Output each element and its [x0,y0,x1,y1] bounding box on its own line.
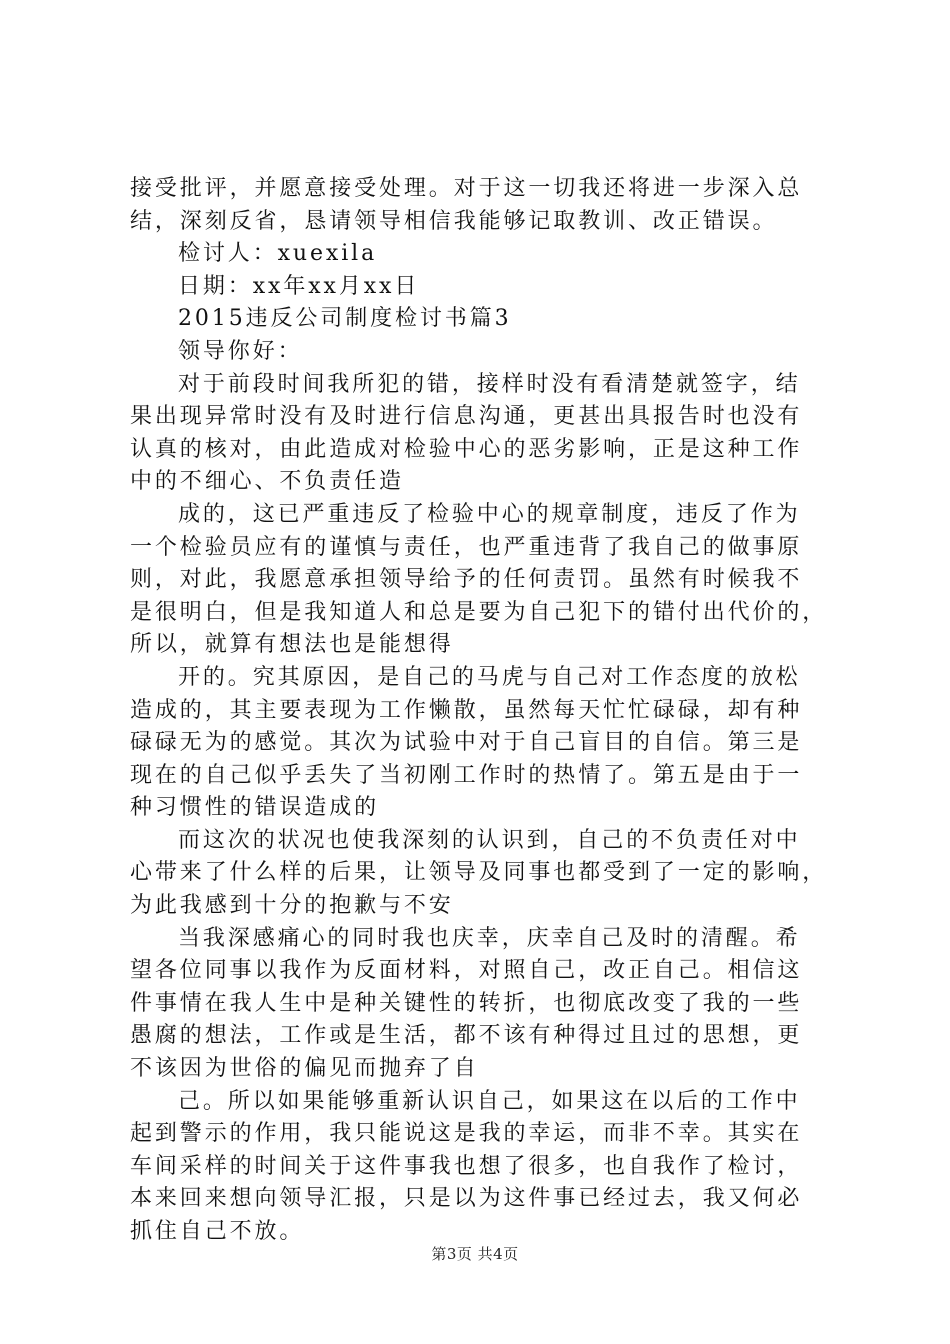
text-line: 抓住自己不放。 [130,1219,305,1244]
text-line: 己。所以如果能够重新认识自己，如果这在以后的工作中 [178,1088,801,1114]
text-line: 所以，就算有想法也是能想得 [130,632,454,658]
text-line: 一个检验员应有的谨慎与责任，也严重违背了我自己的做事原 [130,534,803,560]
text-line: 愚腐的想法，工作或是生活，都不该有种得过且过的思想，更 [130,1023,803,1049]
text-line: 为此我感到十分的抱歉与不安 [130,893,454,919]
text-line: 现在的自己似乎丢失了当初刚工作时的热情了。第五是由于一 [130,762,803,788]
text-line: 望各位同事以我作为反面材料，对照自己，改正自己。相信这 [130,958,803,984]
text-line: 起到警示的作用，我只能说这是我的幸运，而非不幸。其实在 [130,1121,803,1147]
text-line: 不该因为世俗的偏见而抛弃了自 [130,1056,479,1082]
text-line: 2015违反公司制度检讨书篇3 [178,306,512,332]
text-line: 果出现异常时没有及时进行信息沟通，更甚出具报告时也没有 [130,404,803,430]
text-line: 中的不细心、不负责任造 [130,469,404,495]
text-line: 碌碌无为的感觉。其次为试验中对于自己盲目的自信。第三是 [130,730,803,756]
text-line: 对于前段时间我所犯的错，接样时没有看清楚就签字，结 [178,371,801,397]
text-line: 车间采样的时间关于这件事我也想了很多，也自我作了检讨， [130,1153,803,1179]
text-line: 当我深感痛心的同时我也庆幸，庆幸自己及时的清醒。希 [178,925,801,951]
text-line: 开的。究其原因，是自己的马虎与自己对工作态度的放松 [178,664,801,690]
text-line: 心带来了什么样的后果，让领导及同事也都受到了一定的影响， [130,860,828,886]
text-line: 领导你好： [178,338,303,364]
text-line: 则，对此，我愿意承担领导给予的任何责罚。虽然有时候我不 [130,567,803,593]
text-line: 种习惯性的错误造成的 [130,795,380,821]
text-line: 本来回来想向领导汇报，只是以为这件事已经过去，我又何必 [130,1186,803,1212]
text-line: 认真的核对，由此造成对检验中心的恶劣影响，正是这种工作 [130,436,803,462]
text-line: 日期：xx年xx月xx日 [178,273,420,299]
text-line: 接受批评，并愿意接受处理。对于这一切我还将进一步深入总 [130,176,803,201]
text-line: 结，深刻反省，恳请领导相信我能够记取教训、改正错误。 [130,208,778,234]
text-line: 而这次的状况也使我深刻的认识到，自己的不负责任对中 [178,827,801,853]
document-body [130,173,830,1249]
page-number-footer: 第3页 共4页 [431,1245,519,1263]
text-line: 件事情在我人生中是种关键性的转折，也彻底改变了我的一些 [130,990,803,1016]
text-line: 造成的，其主要表现为工作懒散，虽然每天忙忙碌碌，却有种 [130,697,803,723]
text-line: 是很明白，但是我知道人和总是要为自己犯下的错付出代价的， [130,599,828,625]
text-line: 检讨人：xuexila [178,241,378,267]
text-line: 成的，这已严重违反了检验中心的规章制度，违反了作为 [178,501,801,527]
